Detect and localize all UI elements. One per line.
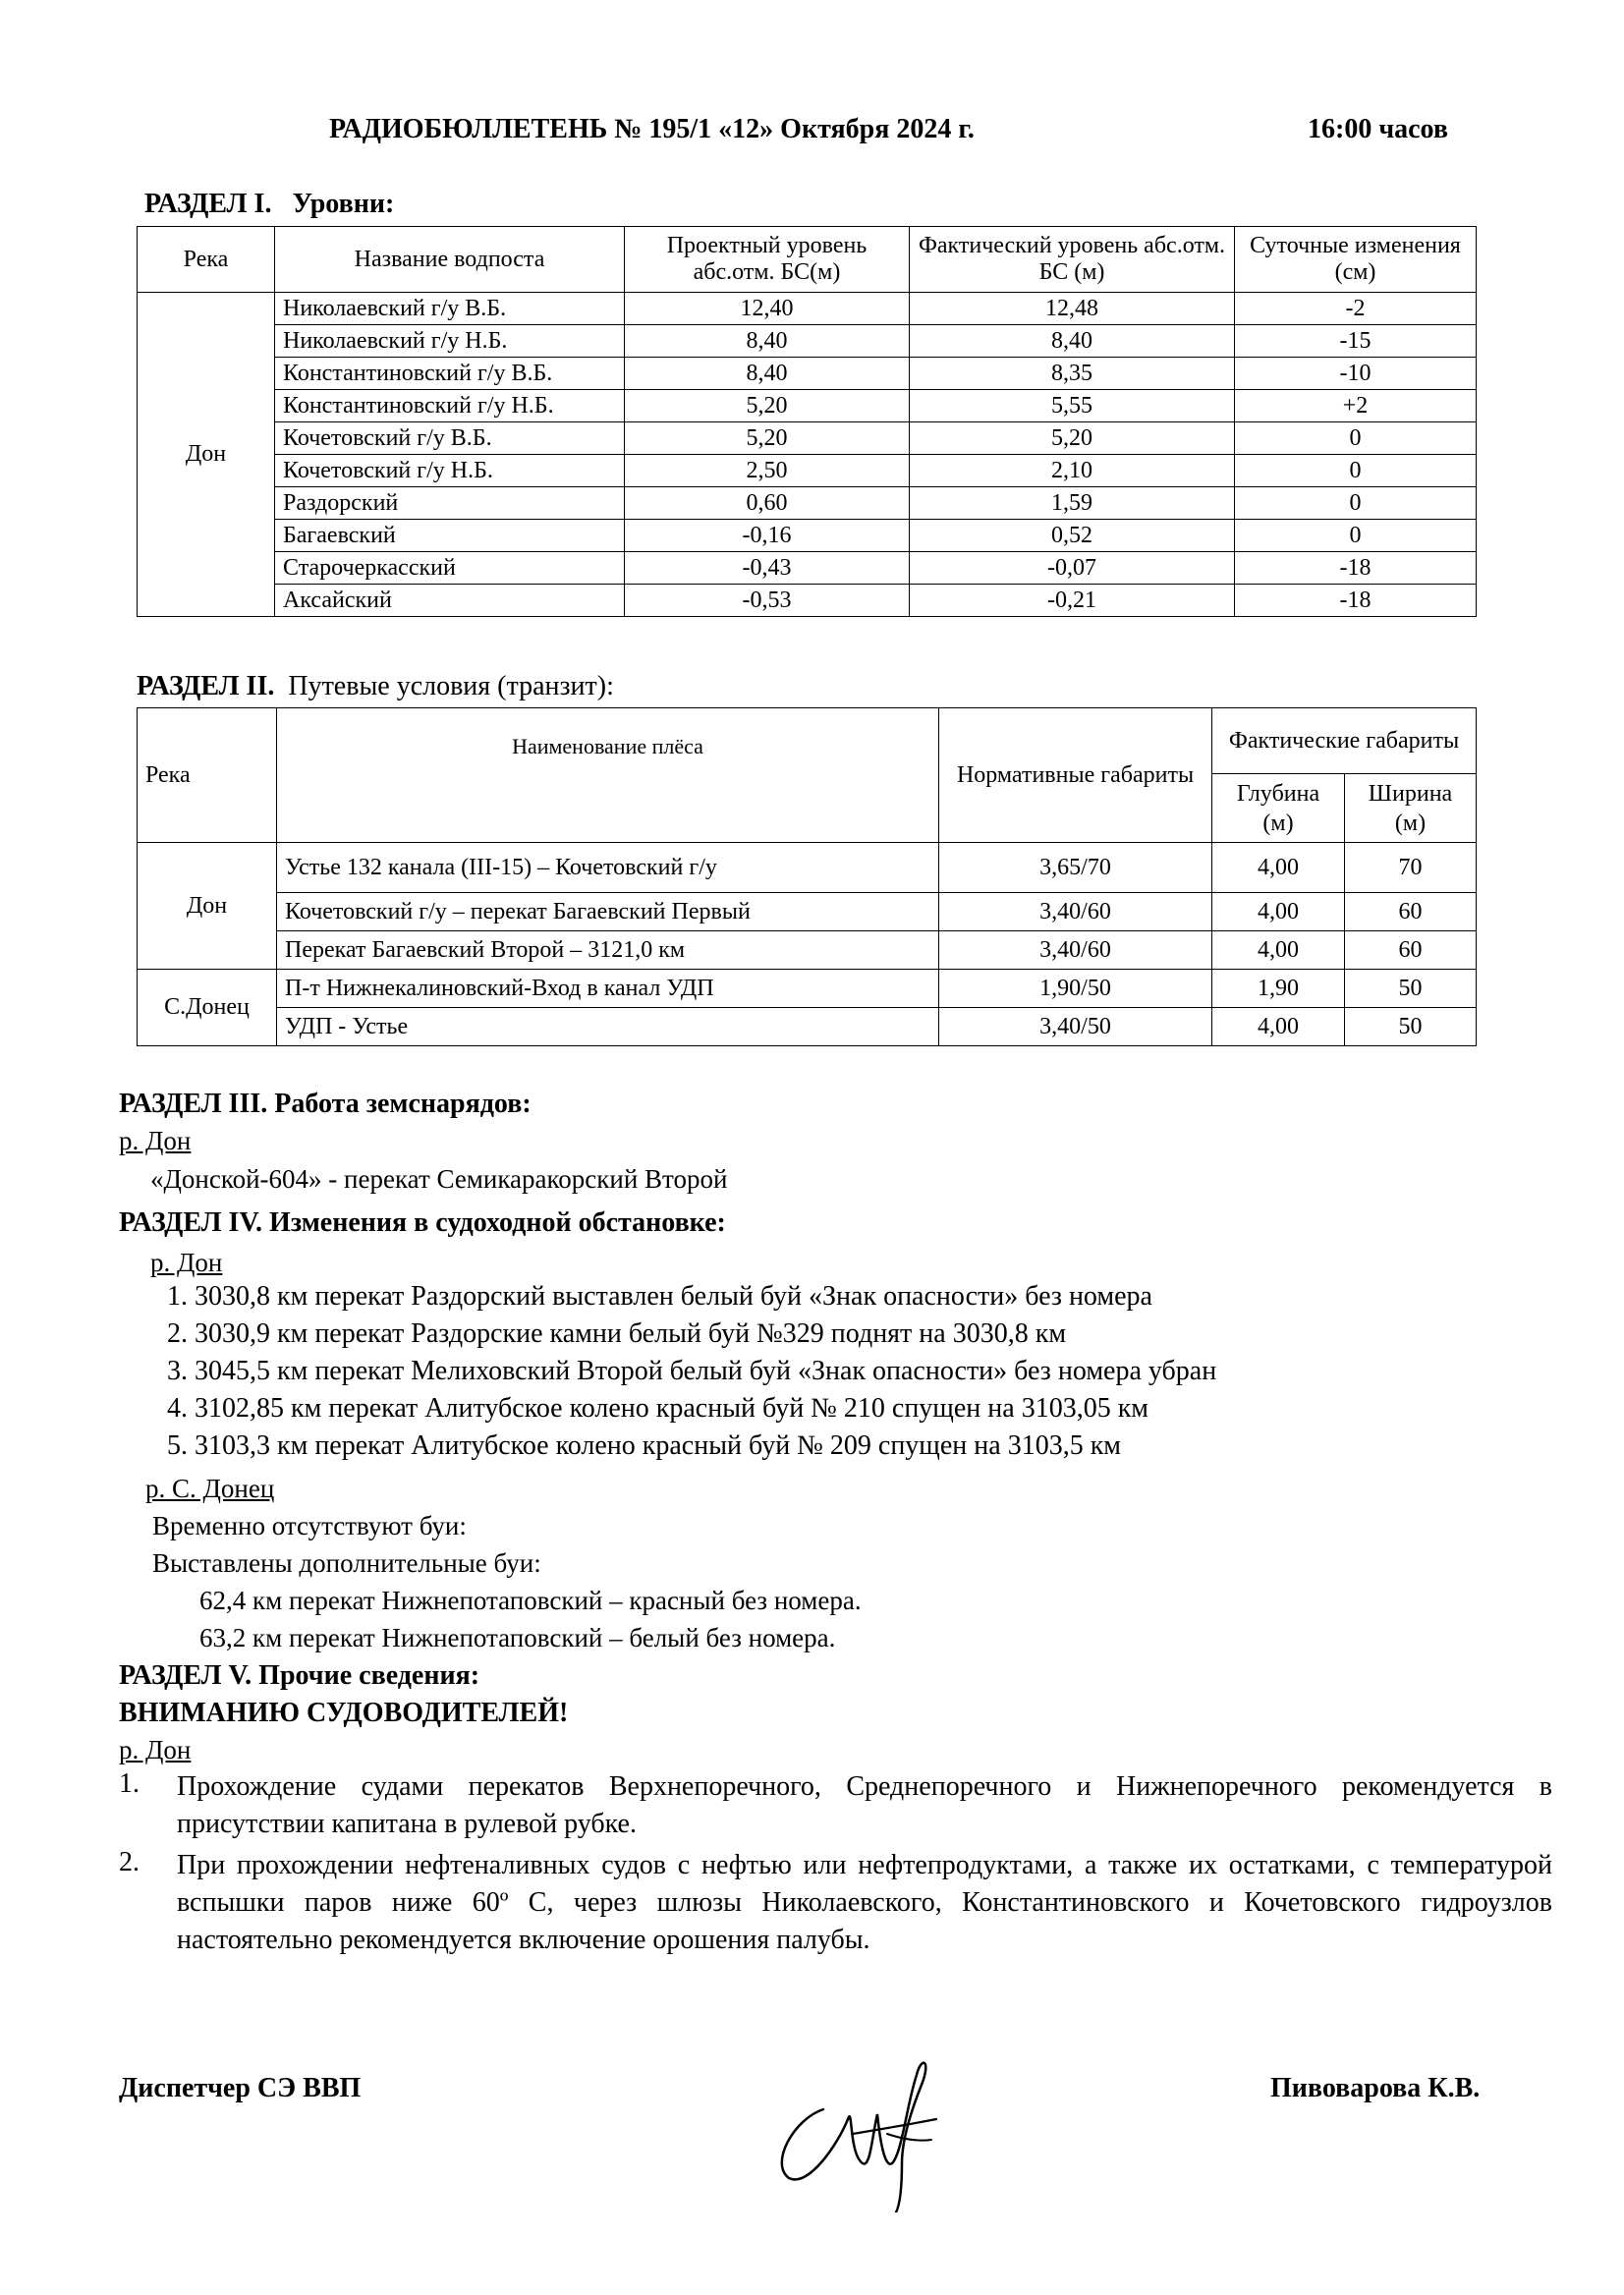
actual-level-cell: -0,07 [910,552,1235,585]
bulletin-time: 16:00 часов [1308,114,1448,144]
actual-level-cell: 5,55 [910,390,1235,422]
note-item: При прохождении нефтеналивных судов с нефтью или нефтепродуктами, а также их остатками, с температурой вспышки паров ниже 60º С, через шлюзы Николаевского, Константиновского и Кочетовского гидроузлов настоятельно рекомендуется включение орошения палубы. [177,1850,1552,1955]
actual-level-cell: 1,59 [910,487,1235,520]
levels-table-row [138,455,1477,487]
section1-title: Уровни: [292,189,395,219]
section5-river: р. Дон [119,1735,192,1764]
station-name-cell: Николаевский г/у В.Б. [275,293,625,325]
transit-table-row [138,843,1477,893]
project-level-cell: 8,40 [625,358,910,390]
buoy-item: 63,2 км перекат Нижнепотаповский – белый без номера. [199,1623,836,1652]
project-level-cell: 12,40 [625,293,910,325]
daily-change-cell: 0 [1235,520,1477,552]
station-name-cell: Раздорский [275,487,625,520]
width-cell: 50 [1345,1008,1477,1046]
station-name-cell: Багаевский [275,520,625,552]
levels-table-row [138,358,1477,390]
daily-change-cell: +2 [1235,390,1477,422]
actual-level-cell: -0,21 [910,585,1235,617]
width-cell: 60 [1345,931,1477,970]
levels-table-row [138,293,1477,325]
col-header-station: Название водпоста [275,227,625,293]
station-name-cell: Старочеркасский [275,552,625,585]
reach-name-cell: П-т Нижнекалиновский-Вход в канал УДП [277,970,939,1008]
depth-cell: 4,00 [1212,1008,1345,1046]
col-header-actual: Фактические габариты [1212,708,1477,774]
change-item: 5. 3103,3 км перекат Алитубское колено красный буй № 209 спущен на 3103,5 км [167,1430,1122,1461]
width-cell: 70 [1345,843,1477,893]
river-cell: Дон [138,843,277,970]
daily-change-cell: -10 [1235,358,1477,390]
transit-table-row [138,893,1477,931]
actual-level-cell: 2,10 [910,455,1235,487]
section4-additional: Выставлены дополнительные буи: [152,1548,541,1578]
section4-river-don: р. Дон [150,1248,223,1277]
project-level-cell: -0,53 [625,585,910,617]
levels-table-row [138,487,1477,520]
station-name-cell: Аксайский [275,585,625,617]
actual-level-cell: 5,20 [910,422,1235,455]
project-level-cell: 5,20 [625,422,910,455]
section3-heading: РАЗДЕЛ III. Работа земснарядов: [119,1089,532,1119]
actual-level-cell: 8,35 [910,358,1235,390]
col-header-river: Река [138,708,277,843]
dispatcher-name: Пивоварова К.В. [1270,2073,1481,2103]
bulletin-title: РАДИОБЮЛЛЕТЕНЬ № 195/1 «12» Октября 2024 г. [329,114,975,144]
daily-change-cell: 0 [1235,487,1477,520]
col-header-width: Ширина (м) [1345,774,1477,843]
norm-dimensions-cell: 1,90/50 [939,970,1212,1008]
norm-dimensions-cell: 3,65/70 [939,843,1212,893]
col-header-norm: Нормативные габариты [939,708,1212,843]
project-level-cell: 0,60 [625,487,910,520]
change-item: 1. 3030,8 км перекат Раздорский выставлен белый буй «Знак опасности» без номера [167,1281,1152,1312]
depth-cell: 4,00 [1212,843,1345,893]
levels-table-row [138,422,1477,455]
river-cell: Дон [138,293,275,617]
actual-level-cell: 12,48 [910,293,1235,325]
levels-table-row [138,552,1477,585]
station-name-cell: Николаевский г/у Н.Б. [275,325,625,358]
station-name-cell: Кочетовский г/у Н.Б. [275,455,625,487]
levels-table-row [138,390,1477,422]
daily-change-cell: 0 [1235,422,1477,455]
norm-dimensions-cell: 3,40/60 [939,893,1212,931]
reach-name-cell: Устье 132 канала (III-15) – Кочетовский г/у [277,843,939,893]
station-name-cell: Константиновский г/у В.Б. [275,358,625,390]
attention-heading: ВНИМАНИЮ СУДОВОДИТЕЛЕЙ! [119,1698,569,1728]
change-item: 2. 3030,9 км перекат Раздорские камни белый буй №329 поднят на 3030,8 км [167,1318,1067,1349]
note-number: 1. [119,1768,140,1799]
transit-table-row [138,931,1477,970]
river-cell: С.Донец [138,970,277,1046]
transit-table [137,707,1477,1046]
buoy-item: 62,4 км перекат Нижнепотаповский – красный без номера. [199,1586,862,1615]
depth-cell: 1,90 [1212,970,1345,1008]
depth-cell: 4,00 [1212,893,1345,931]
project-level-cell: -0,16 [625,520,910,552]
transit-table-row [138,970,1477,1008]
col-header-depth: Глубина (м) [1212,774,1345,843]
col-header-daily-change: Суточные изменения (см) [1235,227,1477,293]
section1-number: РАЗДЕЛ I. [144,189,272,219]
reach-name-cell: Перекат Багаевский Второй – 3121,0 км [277,931,939,970]
transit-table-header-row1 [138,708,1477,774]
daily-change-cell: -18 [1235,552,1477,585]
section5-heading: РАЗДЕЛ V. Прочие сведения: [119,1660,480,1691]
project-level-cell: -0,43 [625,552,910,585]
col-header-actual-level: Фактический уровень абс.отм. БС (м) [910,227,1235,293]
width-cell: 50 [1345,970,1477,1008]
width-cell: 60 [1345,893,1477,931]
section3-river: р. Дон [119,1126,192,1155]
project-level-cell: 8,40 [625,325,910,358]
project-level-cell: 2,50 [625,455,910,487]
section4-heading: РАЗДЕЛ IV. Изменения в судоходной обстановке: [119,1207,726,1238]
col-header-river: Река [138,227,275,293]
reach-name-cell: Кочетовский г/у – перекат Багаевский Первый [277,893,939,931]
section3-dredger: «Донской-604» - перекат Семикаракорский Второй [150,1164,728,1194]
norm-dimensions-cell: 3,40/60 [939,931,1212,970]
change-item: 3. 3045,5 км перекат Мелиховский Второй белый буй «Знак опасности» без номера убран [167,1356,1217,1386]
col-header-reach: Наименование плёса [277,708,939,843]
project-level-cell: 5,20 [625,390,910,422]
reach-name-cell: УДП - Устье [277,1008,939,1046]
daily-change-cell: -18 [1235,585,1477,617]
levels-table-row [138,585,1477,617]
levels-table-row [138,325,1477,358]
note-number: 2. [119,1847,140,1877]
levels-table-row [138,520,1477,552]
dispatcher-position: Диспетчер СЭ ВВП [119,2073,362,2103]
norm-dimensions-cell: 3,40/50 [939,1008,1212,1046]
actual-level-cell: 8,40 [910,325,1235,358]
actual-level-cell: 0,52 [910,520,1235,552]
depth-cell: 4,00 [1212,931,1345,970]
station-name-cell: Константиновский г/у Н.Б. [275,390,625,422]
levels-table-header [138,227,1477,293]
section4-absent: Временно отсутствуют буи: [152,1511,467,1540]
section2-title: Путевые условия (транзит): [288,671,614,701]
section2-number: РАЗДЕЛ II. [137,671,275,701]
daily-change-cell: 0 [1235,455,1477,487]
section2-heading [137,671,614,702]
daily-change-cell: -2 [1235,293,1477,325]
signature-image [755,2016,951,2212]
levels-table [137,226,1477,617]
section1-heading [144,189,394,220]
note-item: Прохождение судами перекатов Верхнепоречного, Среднепоречного и Нижнепоречного рекомендуется в присутствии капитана в рулевой рубке. [177,1771,1552,1839]
change-item: 4. 3102,85 км перекат Алитубское колено красный буй № 210 спущен на 3103,05 км [167,1393,1149,1424]
station-name-cell: Кочетовский г/у В.Б. [275,422,625,455]
daily-change-cell: -15 [1235,325,1477,358]
section4-river-donets: р. С. Донец [145,1474,275,1503]
transit-table-row [138,1008,1477,1046]
col-header-project-level: Проектный уровень абс.отм. БС(м) [625,227,910,293]
